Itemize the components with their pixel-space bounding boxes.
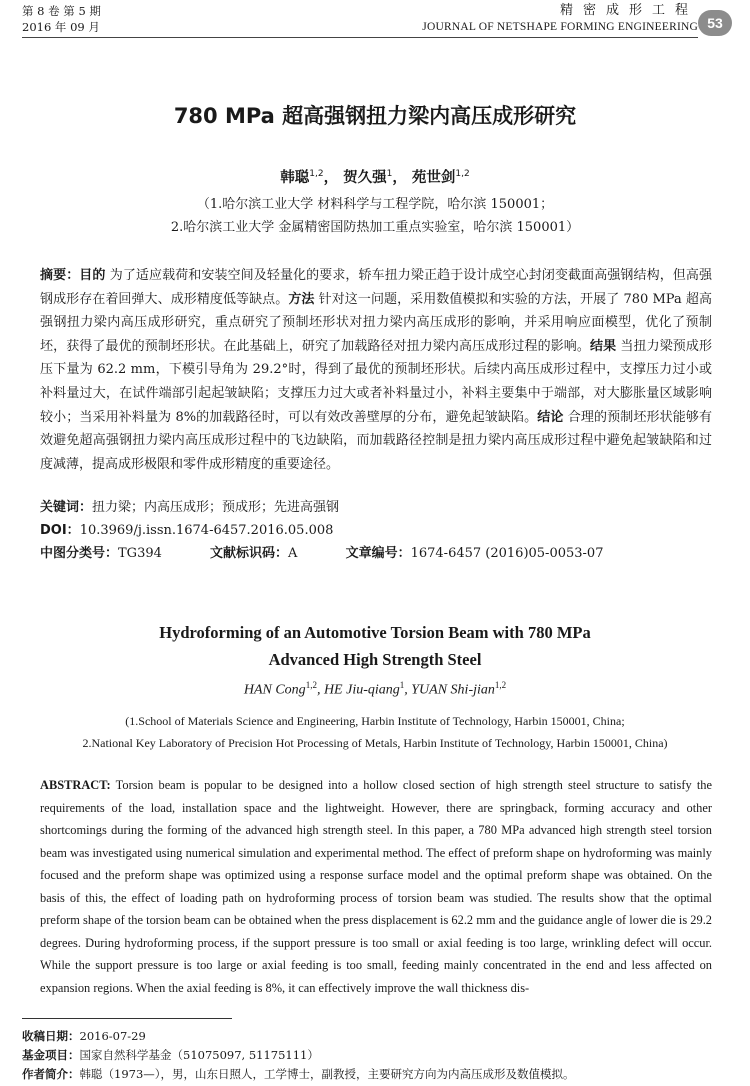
affiliations-cn [0,193,750,239]
author-name: 贺久强 [343,170,387,186]
author-separator: ， [323,170,339,186]
purpose-text: 为了适应载荷和安装空间及轻量化的要求，轿车扭力梁正趋于设计成空心封闭变截面高强钢结构，但高强钢成形存在着回弹大、成形精度低等缺点。 [40,268,712,307]
bio-label: 作者简介： [22,1067,80,1081]
received-label: 收稿日期： [22,1029,80,1043]
author-name: 韩聪 [280,170,310,186]
running-header-left [22,3,101,35]
fund-label: 基金项目： [22,1048,80,1062]
author-affil-marker: 1,2 [455,169,470,180]
paper-title-cn: 780 MPa 超高强钢扭力梁内高压成形研究 [173,104,577,128]
conclusion-text: 合理的预制坯形状能够有效避免超高强钢扭力梁内高压成形过程中的飞边缺陷，而加载路径控制是扭力梁内高压成形过程中避免起皱缺陷和过度减薄，提高成形极限和零件成形精度的重要途径。 [40,409,712,472]
title-line: Advanced High Strength Steel [268,650,482,669]
issue-date: 2016 年 09 月 [22,20,100,34]
author-list-en [0,680,750,699]
author-name: YUAN Shi-jian [411,682,495,698]
received-date-line [22,1027,730,1046]
running-header-right [422,3,698,35]
keywords-text: 扭力梁；内高压成形；预成形；先进高强钢 [92,500,340,515]
article-no-label: 文章编号： [345,546,411,561]
author-name: HAN Cong [243,682,306,698]
abstract-text-en: Torsion beam is popular to be designed into a hollow closed section of high strength steel structure to satisfy the requirements of the load, installation space and the lightweight. However, there are springback, forming accuracy and other shortcomings during the forming of the advanced high strength steel. In this paper, a 780 MPa advanced high strength steel torsion beam was investigated using numerical simulation and experimental method. The effect of preform shape on hydroforming was mainly focused and the preform shape was optimized using a response surface model and the optimal preform shape was obtained. On the basis of this, the effect of loading path on hydroforming process of torsion beam was studied. The results show that the optimal preform shape of the torsion beam can be obtained when the press displacement is 62.2 mm and the guidance angle of lower die is 29.2 degrees. During hydroforming process, if the support pressure is too small or axial feeding is too large, wrinkling defect will occur. While the support pressure is too large or axial feeding is too small, feeding mainly concentrated in the end and less affected on expansion regions. When the axial feeding is 8%, it can effectively improve the wall thickness dis- [40,778,712,995]
paper-title-en [0,619,750,673]
classification-line [40,543,712,565]
author-separator: , [404,682,412,698]
author-affil-marker: 1,2 [494,680,507,690]
affiliation-line: (1.School of Materials Science and Engineering, Harbin Institute of Technology, Harbin 150001, China; [125,714,625,728]
author-affil-marker: 1,2 [309,169,324,180]
doc-code-label: 文献标识码： [210,546,289,561]
author-affil-marker: 1,2 [305,680,317,690]
journal-name-cn: 精密成形工程 [559,3,698,18]
doi-label: DOI： [40,523,80,538]
author-affil-marker: 1 [386,169,393,180]
volume-issue: 第 8 卷 第 5 期 [22,4,101,18]
author-name: 苑世剑 [411,170,456,186]
author-list-cn [0,166,750,187]
abstract-label-en: ABSTRACT: [40,778,111,792]
author-separator: ， [392,170,407,186]
keywords-label: 关键词： [40,500,93,515]
author-separator: , [316,682,324,698]
conclusion-label: 结论 [537,409,564,425]
clc-label: 中图分类号： [40,546,119,561]
result-label: 结果 [589,338,617,354]
bio-text: 韩聪（1973—），男，山东日照人，工学博士，副教授，主要研究方向为内高压成形及数值模拟。 [79,1067,575,1081]
abstract-en [40,774,712,999]
abstract-cn [40,264,712,476]
purpose-label: 目的 [79,268,106,283]
affiliation-line: （1.哈尔滨工业大学 材料科学与工程学院，哈尔滨 150001； [196,197,554,212]
fund-text: 国家自然科学基金（51075097, 51175111） [79,1048,319,1062]
result-text: 当扭力梁预成形压下量为 62.2 mm，下模引导角为 29.2°时，得到了最优的预制坯形状。后续内高压成形过程中，支撑压力过小或补料量过大，在试件端部引起起皱缺陷；支撑压力过大或者补料量过小，补料主要集中于端部，对大膨胀量区域影响较小；当采用补料量为 8%的加载路径时，可以有效改善壁厚的分布，避免起皱缺陷。 [40,338,712,425]
header-rule [22,37,698,38]
method-text: 针对这一问题，采用数值模拟和实验的方法，开展了 780 MPa 超高强钢扭力梁内高压成形研究，重点研究了预制坯形状对扭力梁内高压成形的影响，并采用响应面模型，优化了预制坯，获得了最优的预制坯形状。在此基础上，研究了加载路径对扭力梁内高压成形过程的影响。 [40,291,712,354]
page-number-badge: 53 [698,10,732,36]
article-no-value: 1674-6457 (2016)05-0053-07 [410,546,604,561]
doc-code-value: A [288,546,298,561]
doi-line [40,520,712,542]
keywords-cn [40,497,712,519]
footnotes [22,1027,730,1084]
affiliations-en [0,710,750,754]
affiliation-line: 2.哈尔滨工业大学 金属精密国防热加工重点实验室，哈尔滨 150001） [170,220,580,235]
journal-name-en: JOURNAL OF NETSHAPE FORMING ENGINEERING [422,21,698,33]
footnote-rule [22,1018,232,1019]
author-affil-marker: 1 [399,680,405,690]
fund-line [22,1046,730,1065]
author-name: HE Jiu-qiang [323,682,400,698]
title-line: Hydroforming of an Automotive Torsion Beam with 780 MPa [159,623,591,642]
clc-value: TG394 [118,546,162,561]
doi-link[interactable]: 10.3969/j.issn.1674-6457.2016.05.008 [79,523,334,538]
abstract-label: 摘要： [40,268,80,283]
received-date: 2016-07-29 [79,1029,146,1043]
method-label: 方法 [288,291,315,307]
affiliation-line: 2.National Key Laboratory of Precision Hot Processing of Metals, Harbin Institute of Technology, Harbin 150001, China) [82,736,668,750]
author-bio-line [22,1065,730,1084]
